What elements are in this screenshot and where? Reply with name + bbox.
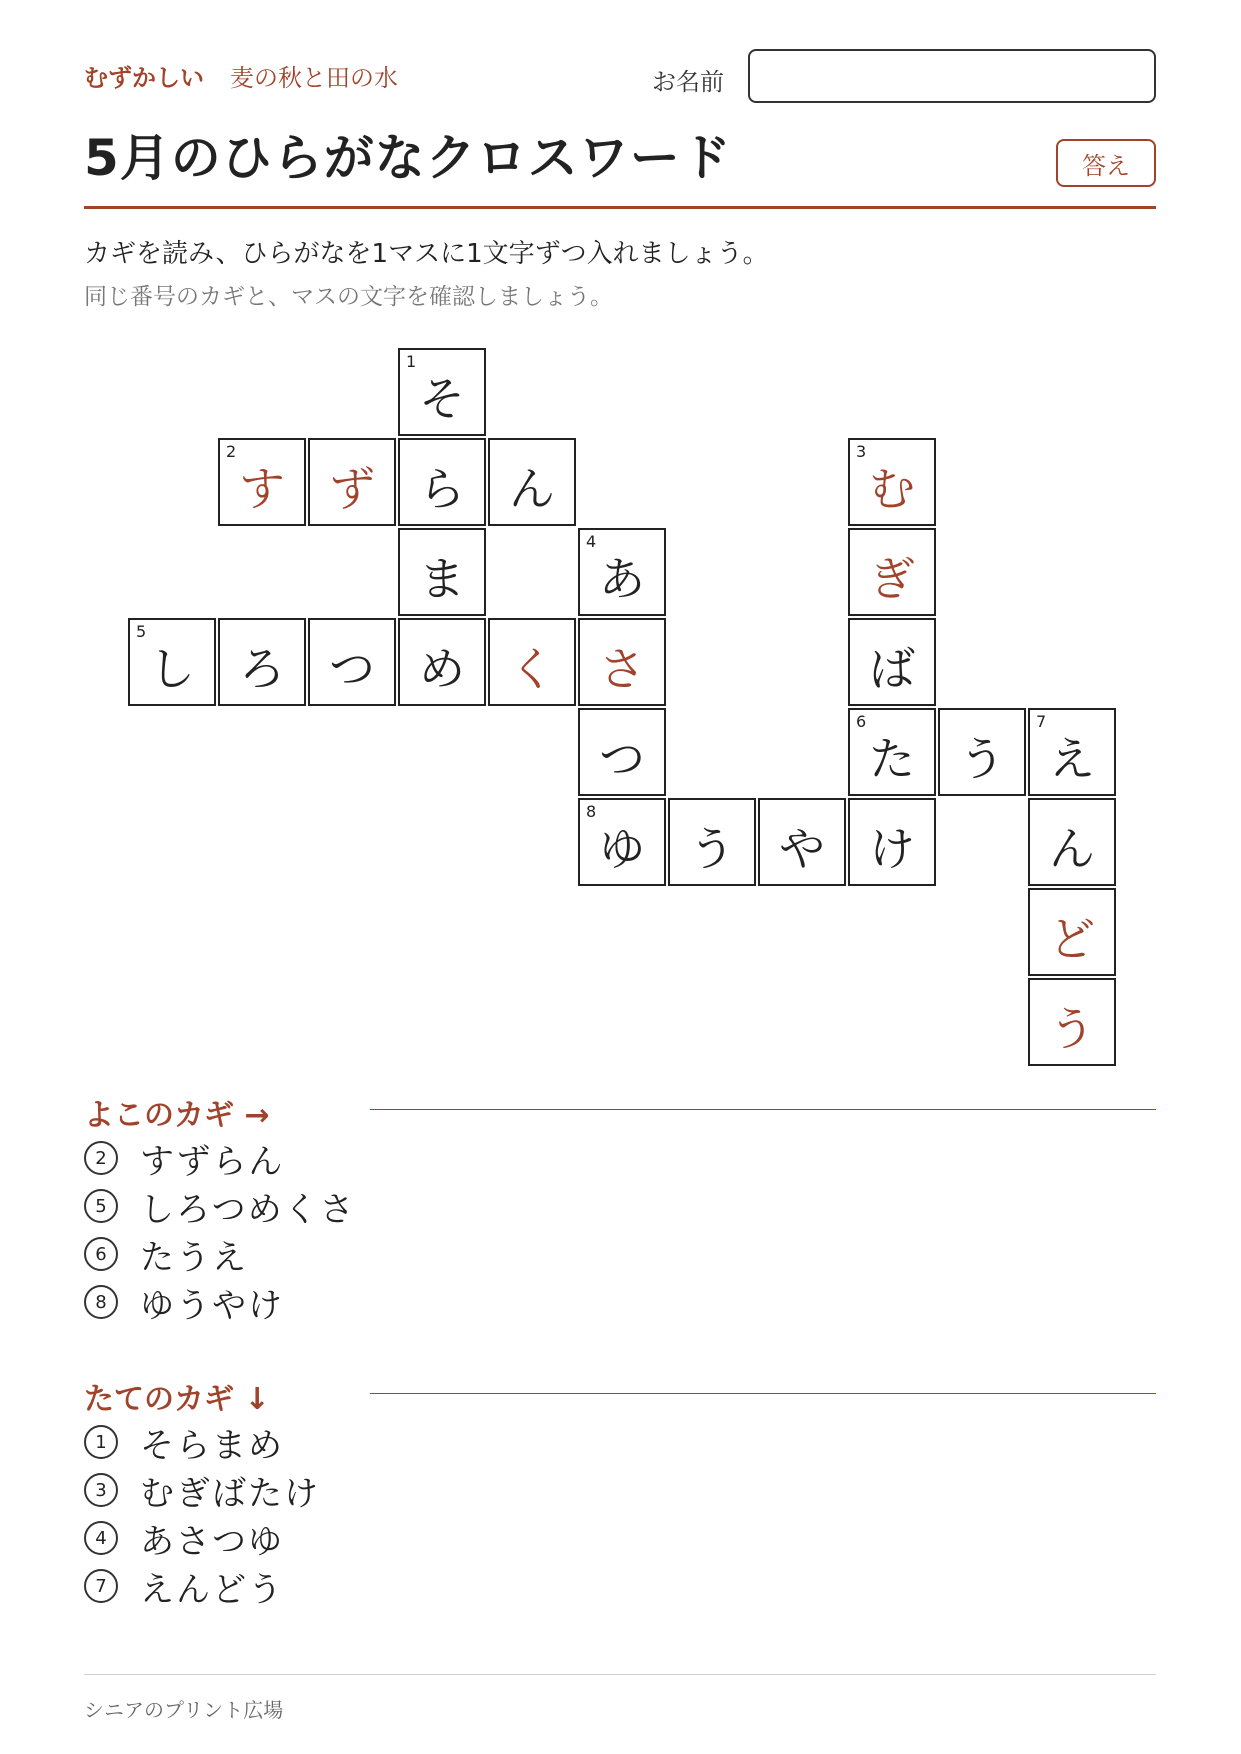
cell-letter: ろ bbox=[239, 642, 285, 696]
title-divider bbox=[84, 206, 1156, 209]
grid-cell[interactable] bbox=[398, 528, 486, 616]
clue-text: えんどう bbox=[140, 1569, 284, 1610]
cell-letter: た bbox=[869, 732, 915, 786]
grid-cell[interactable] bbox=[578, 618, 666, 706]
grid-cell[interactable] bbox=[668, 798, 756, 886]
cell-letter: ば bbox=[869, 642, 915, 696]
clue-item bbox=[84, 1136, 356, 1180]
clue-number-badge: 8 bbox=[84, 1285, 118, 1319]
cell-letter: ま bbox=[419, 552, 465, 606]
grid-cell[interactable] bbox=[1028, 798, 1116, 886]
grid-cell[interactable] bbox=[848, 528, 936, 616]
footer-text: シニアのプリント広場 bbox=[84, 1698, 284, 1722]
cell-letter: ず bbox=[329, 462, 375, 516]
grid-cell[interactable] bbox=[578, 798, 666, 886]
grid-cell[interactable] bbox=[848, 708, 936, 796]
cell-letter: む bbox=[869, 462, 915, 516]
cell-letter: ぎ bbox=[869, 552, 915, 606]
grid-cell[interactable] bbox=[218, 618, 306, 706]
grid-cell[interactable] bbox=[1028, 888, 1116, 976]
clue-number-badge: 2 bbox=[84, 1141, 118, 1175]
grid-cell[interactable] bbox=[398, 618, 486, 706]
cell-letter: あ bbox=[599, 552, 645, 606]
cell-number: 2 bbox=[226, 442, 237, 461]
clue-number-badge: 4 bbox=[84, 1521, 118, 1555]
clue-item bbox=[84, 1232, 356, 1276]
grid-cell[interactable] bbox=[218, 438, 306, 526]
cell-letter: え bbox=[1049, 732, 1095, 786]
clue-text: あさつゆ bbox=[140, 1521, 284, 1562]
grid-cell[interactable] bbox=[398, 348, 486, 436]
cell-number: 4 bbox=[586, 532, 597, 551]
cell-letter: う bbox=[959, 732, 1005, 786]
cell-letter: う bbox=[1049, 1002, 1095, 1056]
name-input[interactable] bbox=[748, 49, 1156, 103]
clue-number-badge: 3 bbox=[84, 1473, 118, 1507]
cell-number: 3 bbox=[856, 442, 867, 461]
cell-letter: し bbox=[149, 642, 195, 696]
grid-cell[interactable] bbox=[848, 438, 936, 526]
cell-number: 5 bbox=[136, 622, 147, 641]
grid-cell[interactable] bbox=[578, 708, 666, 796]
grid-cell[interactable] bbox=[848, 618, 936, 706]
cell-number: 6 bbox=[856, 712, 867, 731]
grid-cell[interactable] bbox=[308, 438, 396, 526]
clue-item bbox=[84, 1420, 320, 1464]
answer-button[interactable]: 答え bbox=[1056, 139, 1156, 187]
grid-cell[interactable] bbox=[848, 798, 936, 886]
cell-letter: ら bbox=[419, 462, 465, 516]
clue-number-badge: 5 bbox=[84, 1189, 118, 1223]
cell-letter: や bbox=[779, 822, 825, 876]
cell-letter: め bbox=[419, 642, 465, 696]
across-section-divider bbox=[370, 1109, 1156, 1110]
cell-letter: つ bbox=[329, 642, 375, 696]
page-title: 5月のひらがなクロスワード bbox=[84, 129, 732, 187]
grid-cell[interactable] bbox=[938, 708, 1026, 796]
grid-cell[interactable] bbox=[398, 438, 486, 526]
cell-number: 8 bbox=[586, 802, 597, 821]
grid-cell[interactable] bbox=[758, 798, 846, 886]
clue-text: ゆうやけ bbox=[140, 1285, 284, 1326]
name-label: お名前 bbox=[652, 68, 724, 96]
grid-cell[interactable] bbox=[1028, 708, 1116, 796]
difficulty-label: むずかしい bbox=[84, 64, 204, 92]
across-clue-list bbox=[84, 1136, 356, 1328]
cell-letter: う bbox=[689, 822, 735, 876]
cell-letter: つ bbox=[599, 732, 645, 786]
instruction-subtext: 同じ番号のカギと、マスの文字を確認しましょう。 bbox=[84, 284, 613, 310]
down-clues-title: たてのカギ ↓ bbox=[84, 1382, 270, 1417]
cell-number: 1 bbox=[406, 352, 417, 371]
grid-cell[interactable] bbox=[488, 618, 576, 706]
grid-cell[interactable] bbox=[308, 618, 396, 706]
clue-text: しろつめくさ bbox=[140, 1189, 356, 1230]
clue-text: そらまめ bbox=[140, 1425, 284, 1466]
grid-cell[interactable] bbox=[488, 438, 576, 526]
clue-number-badge: 6 bbox=[84, 1237, 118, 1271]
clue-number-badge: 7 bbox=[84, 1569, 118, 1603]
clue-text: すずらん bbox=[140, 1141, 285, 1182]
cell-letter: そ bbox=[419, 372, 465, 426]
cell-letter: ゆ bbox=[599, 822, 645, 876]
clue-text: たうえ bbox=[140, 1237, 248, 1278]
cell-number: 7 bbox=[1036, 712, 1047, 731]
cell-letter: さ bbox=[599, 642, 645, 696]
cell-letter: け bbox=[869, 822, 915, 876]
clue-item bbox=[84, 1564, 320, 1608]
grid-cell[interactable] bbox=[578, 528, 666, 616]
across-clues-title: よこのカギ → bbox=[84, 1098, 270, 1133]
clue-item bbox=[84, 1280, 356, 1324]
cell-letter: く bbox=[509, 642, 555, 696]
cell-letter: ん bbox=[1049, 822, 1095, 876]
grid-cell[interactable] bbox=[128, 618, 216, 706]
clue-item bbox=[84, 1184, 356, 1228]
instruction-text: カギを読み、ひらがなを1マスに1文字ずつ入れましょう。 bbox=[84, 239, 769, 269]
clue-number-badge: 1 bbox=[84, 1425, 118, 1459]
theme-label: 麦の秋と田の水 bbox=[230, 64, 398, 92]
cell-letter: ん bbox=[509, 462, 555, 516]
down-section-divider bbox=[370, 1393, 1156, 1394]
cell-letter: す bbox=[239, 462, 285, 516]
down-clue-list bbox=[84, 1420, 320, 1612]
cell-letter: ど bbox=[1049, 912, 1095, 966]
footer-divider bbox=[84, 1674, 1156, 1675]
grid-cell[interactable] bbox=[1028, 978, 1116, 1066]
clue-text: むぎばたけ bbox=[140, 1473, 320, 1514]
clue-item bbox=[84, 1516, 320, 1560]
clue-item bbox=[84, 1468, 320, 1512]
